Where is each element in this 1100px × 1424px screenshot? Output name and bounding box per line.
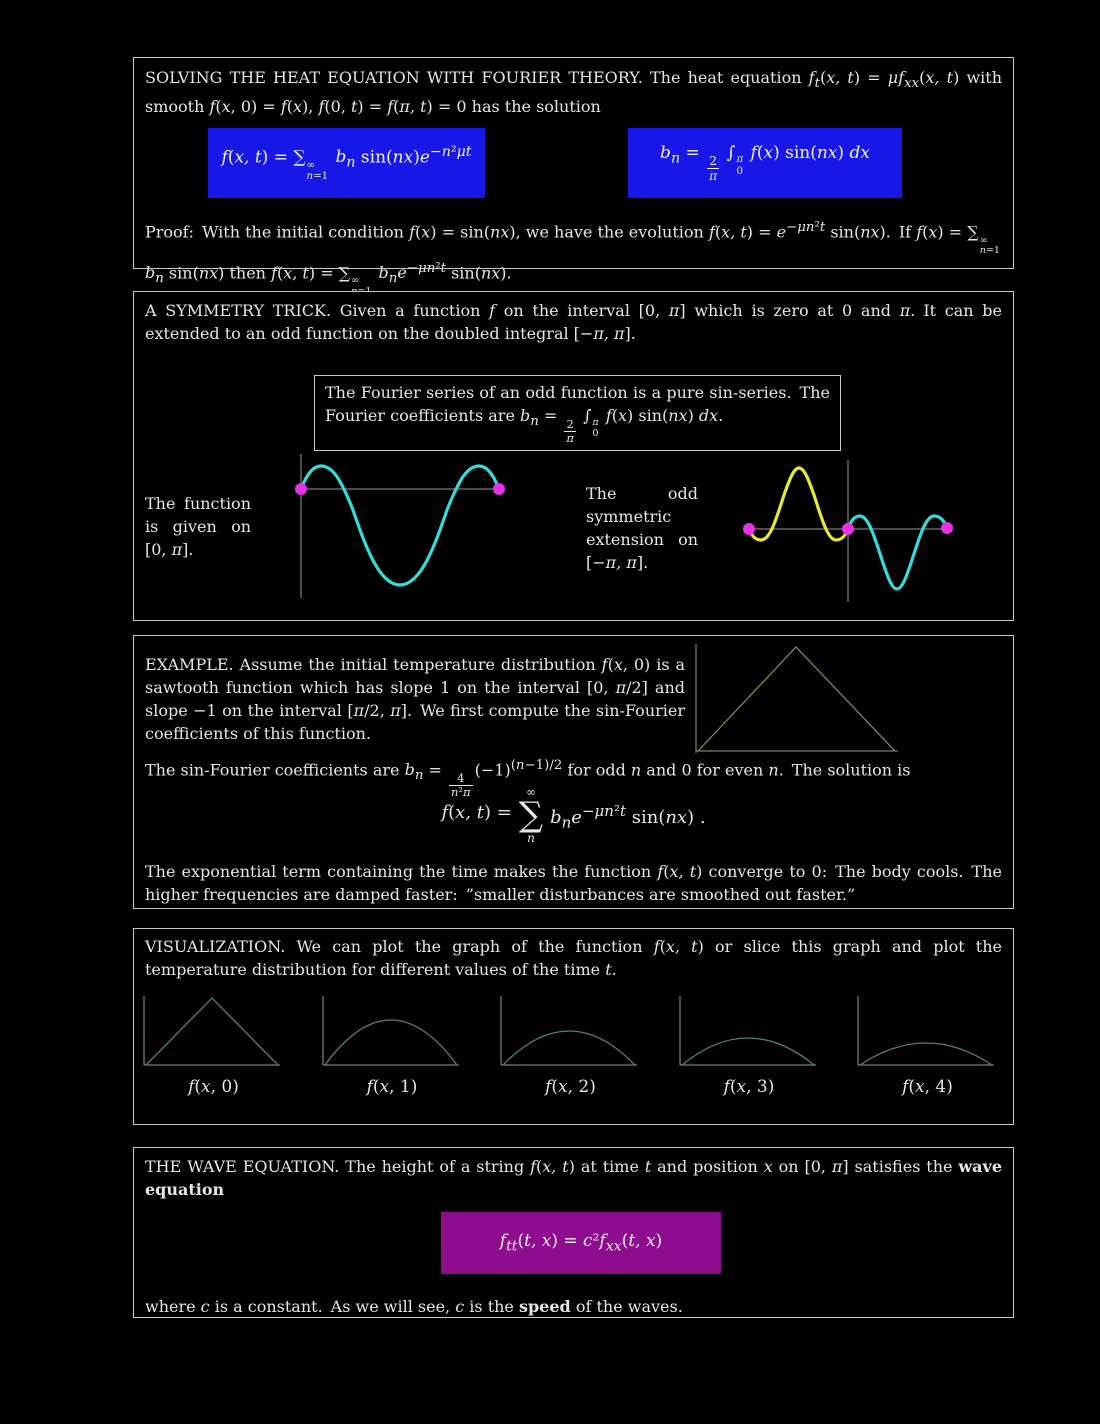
wave-outro-text: where c is a constant. As we will see, c is the speed of the waves.: [145, 1297, 683, 1316]
example-intro-text: EXAMPLE. Assume the initial temperature distribution f(x, 0) is a sawtooth function which has slope 1 on the interval [0, π/2] and slope −1 on the interval [π/2, π]. We first compute the sin-Fourier coefficients of this function.: [145, 655, 686, 743]
heat-intro-text: SOLVING THE HEAT EQUATION WITH FOURIER THEORY. The heat equation $f_t(x$, $t) = \mu f_{xx}(x$, t) with smooth f(x, 0) = f(x), f(0, t) = f(π, t) = 0 has the solution: [145, 68, 1003, 117]
temperature-plot-t3: [676, 993, 823, 1071]
visualization-section: [133, 928, 1014, 1125]
plot-label: f(x, 3): [723, 1077, 775, 1097]
example-section: [133, 635, 1014, 909]
temperature-plots-row: [140, 993, 1001, 1071]
odd-function-note-text: The Fourier series of an odd function is a pure sin-series. The Fourier coefficients are $b_n$ = $\frac{2}{\pi}$ ∫ π 0 f(x) sin(nx) dx.: [325, 383, 830, 446]
sum-lower-limit: n: [527, 831, 535, 845]
temperature-plot-t0: [140, 993, 287, 1071]
endpoint-dot: [941, 522, 953, 534]
formula-text: f(x, t) = ∑ ∞ n=1 $b_n$ $\sin(nx)e^{-n^2\mu t}$: [221, 143, 472, 183]
temperature-plot-t2: [497, 993, 644, 1071]
wave-intro-text: THE WAVE EQUATION. The height of a string f(x, t) at time t and position x on [0, π] satisfies the wave equation: [145, 1157, 1003, 1199]
heat-solution-formula: [208, 128, 485, 198]
temperature-curve: [325, 1020, 457, 1065]
function-curve: [301, 466, 499, 585]
endpoint-dot: [743, 523, 755, 535]
temperature-curve: [860, 1043, 992, 1065]
heat-proof-text: Proof: With the initial condition f(x) = sin(nx), we have the evolution f(x, $t) = e^{-\mu n^2t}$ sin(nx). If f(x) = ∑ ∞ n=1 $b_n$ sin(nx) then f(x, t) = ∑ ∞ $b_ne^{-\mu n^2t}$ sin(nx).: [145, 220, 1001, 287]
temperature-curve: [682, 1038, 814, 1065]
function-caption: The function is given on [0, π].: [145, 494, 251, 559]
sigma-glyph: ∑: [518, 795, 544, 835]
wave-equation-section: [133, 1147, 1014, 1318]
wave-equation-formula: [441, 1212, 721, 1274]
heat-equation-section: [133, 57, 1014, 287]
symmetry-intro-text: A SYMMETRY TRICK. Given a function f on the interval [0, π] which is zero at 0 and π. It can be extended to an odd function on the doubled integral [−π, π].: [145, 301, 1003, 343]
temperature-curve: [503, 1031, 635, 1065]
function-on-interval-figure: [271, 450, 511, 618]
plot-labels-row: [140, 1077, 1001, 1097]
plot-label: f(x, 4): [902, 1077, 953, 1097]
sum-symbol: [519, 786, 543, 844]
odd-function-note-box: [314, 375, 841, 451]
formula-rhs: $b_ne^{-\mu n^2t}$ sin(nx) .: [550, 802, 706, 832]
sawtooth-figure: [686, 641, 904, 759]
example-solution-formula: [134, 786, 1013, 844]
symmetry-trick-section: [133, 291, 1014, 621]
sawtooth-curve: [698, 647, 895, 751]
function-curve: [848, 516, 947, 589]
temperature-curve: [146, 998, 278, 1065]
plot-label: f(x, 0): [188, 1077, 239, 1097]
plot-label: f(x, 2): [545, 1077, 596, 1097]
example-coefficients-text: The sin-Fourier coefficients are $b_n$ = $\frac{4}{\text{n²π}}$ $(-1)^{(n-1)/2}$ for odd n and 0 for even n. The solution is: [145, 758, 911, 800]
temperature-plot-t1: [319, 993, 466, 1071]
endpoint-dot: [842, 523, 854, 535]
sum-upper-limit: ∞: [525, 785, 536, 799]
plot-label: f(x, 1): [366, 1077, 418, 1097]
example-outro-text: The exponential term containing the time makes the function f(x, t) converge to 0: The body cools. The higher frequencies are damped faster: ”smaller disturbances are smoothed out faster.”: [145, 862, 1002, 904]
formula-lhs: f(x, t) =: [441, 802, 512, 823]
heat-coefficient-formula: [628, 128, 902, 198]
odd-extension-caption: The odd symmetric extension on [−π, π].: [586, 484, 698, 572]
formula-text: $b_n$ = $\frac{2}{\pi}$ ∫ π 0 f(x) sin(nx) dx: [660, 142, 870, 184]
odd-extension-figure: [720, 450, 972, 618]
visualization-intro-text: VISUALIZATION. We can plot the graph of the function f(x, t) or slice this graph and plot the temperature distribution for different values of the time t.: [145, 937, 1003, 979]
temperature-plot-t4: [854, 993, 1001, 1071]
endpoint-dot: [493, 483, 505, 495]
formula-text: $f_{tt}(t$, $x) = c^2f_{xx}(t$, x): [499, 1231, 663, 1255]
endpoint-dot: [295, 483, 307, 495]
